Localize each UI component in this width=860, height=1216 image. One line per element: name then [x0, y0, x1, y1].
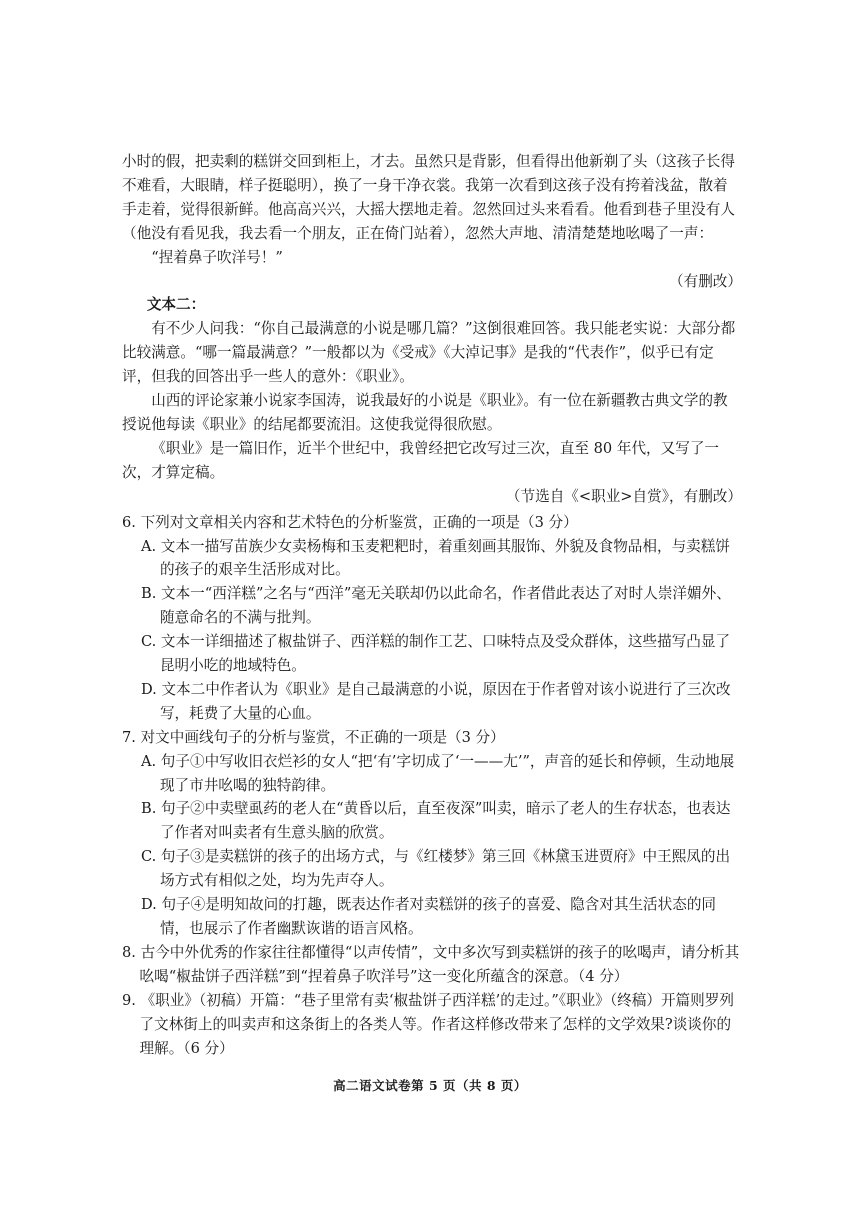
text-two-heading: 文本二：: [146, 296, 206, 314]
text-one-paragraph: 小时的假，把卖剩的糕饼交回到柜上，才去。虽然只是背影，但看得出他新剃了头（这孩子长得不难看，大眼睛，样子挺聪明），换了一身干净衣裳。我第一次看到这孩子没有挎着浅盆，散着手走着，觉得很新鲜。他高高兴兴，大摇大摆地走着。忽然回过头来看看。他看到巷子里没有人（他没有看见我，我去看一个朋友，正在倚门站着），忽然大声地、清清楚楚地吆喝了一声：: [122, 153, 735, 242]
page-content: [122, 150, 742, 1060]
question-6-option-c: C. 文本一详细描述了椒盐饼子、西洋糕的制作工艺、口味特点及受众群体，这些描写凸显了昆明小吃的地域特色。: [140, 633, 731, 675]
question-9-text: 9. 《职业》（初稿）开篇：“巷子里常有卖‘椒盐饼子西洋糕’的走过。”《职业》（终稿）开篇则罗列了文林街上的叫卖声和这条街上的各类人等。作者这样修改带来了怎样的文学效果?谈谈你的理解。（6 分）: [122, 991, 734, 1057]
text-one-edit-note: （有删改）: [669, 272, 742, 290]
text-two-paragraph-3: 《职业》是一篇旧作，近半个世纪中，我曾经把它改写过三次，直至 80 年代，又写了一次，才算定稿。: [122, 439, 720, 481]
text-two: [122, 293, 742, 508]
question-7-option-a: A. 句子①中写收旧衣烂衫的女人“把‘有’字切成了‘一——尢’”，声音的延长和停顿，生动地展现了市井吆喝的独特韵律。: [140, 752, 735, 794]
question-7-stem: 7. 对文中画线句子的分析与鉴赏，不正确的一项是（3 分）: [122, 728, 505, 746]
text-two-paragraph-1: 有不少人问我：“你自己最满意的小说是哪几篇？”这倒很难回答。我只能老实说：大部分都比较满意。“哪一篇最满意？”一般都以为《受戒》《大淖记事》是我的“代表作”，似乎已有定评，但我的回答出乎一些人的意外：《职业》。: [122, 320, 736, 386]
question-7-option-d: D. 句子④是明知故问的打趣，既表达作者对卖糕饼的孩子的喜爱、隐含对其生活状态的同情，也展示了作者幽默诙谐的语言风格。: [140, 896, 717, 937]
question-6-stem: 6. 下列对文章相关内容和艺术特色的分析鉴赏，正确的一项是（3 分）: [122, 513, 578, 531]
text-one-quote: “捏着鼻子吹洋号！”: [151, 248, 283, 266]
question-6-option-d: D. 文本二中作者认为《职业》是自己最满意的小说，原因在于作者曾对该小说进行了三次改写，耗费了大量的心血。: [140, 680, 731, 722]
page-footer: 高二语文试卷第 5 页（共 8 页）: [333, 1078, 527, 1093]
question-6-option-b: B. 文本一“西洋糕”之名与“西洋”毫无关联却仍以此命名，作者借此表达了对时人崇洋媚外、随意命名的不满与批判。: [140, 585, 731, 627]
question-7-option-b: B. 句子②中卖壁虱药的老人在“黄昏以后，直至夜深”叫卖，暗示了老人的生存状态，也表达了作者对叫卖者有生意头脑的欣赏。: [140, 800, 731, 842]
question-7-option-c: C. 句子③是卖糕饼的孩子的出场方式，与《红楼梦》第三回《林黛玉进贾府》中王熙凤的出场方式有相似之处，均为先声夺人。: [140, 848, 731, 890]
question-7: [122, 726, 742, 941]
question-9: [122, 989, 742, 1061]
text-two-paragraph-2: 山西的评论家兼小说家李国涛，说我最好的小说是《职业》。有一位在新疆教古典文学的教授说他每读《职业》的结尾都要流泪。这使我觉得很欣慰。: [122, 392, 728, 433]
text-one-excerpt: [122, 150, 742, 293]
question-6: [122, 511, 742, 726]
question-6-option-a: A. 文本一描写苗族少女卖杨梅和玉麦粑粑时，着重刻画其服饰、外貌及食物品相，与卖糕饼的孩子的艰辛生活形成对比。: [140, 537, 730, 579]
question-8-text: 8. 古今中外优秀的作家往往都懂得“以声传情”，文中多次写到卖糕饼的孩子的吆喝声，请分析其吆喝“椒盐饼子西洋糕”到“捏着鼻子吹洋号”这一变化所蕴含的深意。（4 分）: [122, 943, 740, 985]
text-two-source-note: （节选自《<职业>自赏》，有删改）: [505, 487, 742, 505]
question-8: [122, 941, 742, 989]
